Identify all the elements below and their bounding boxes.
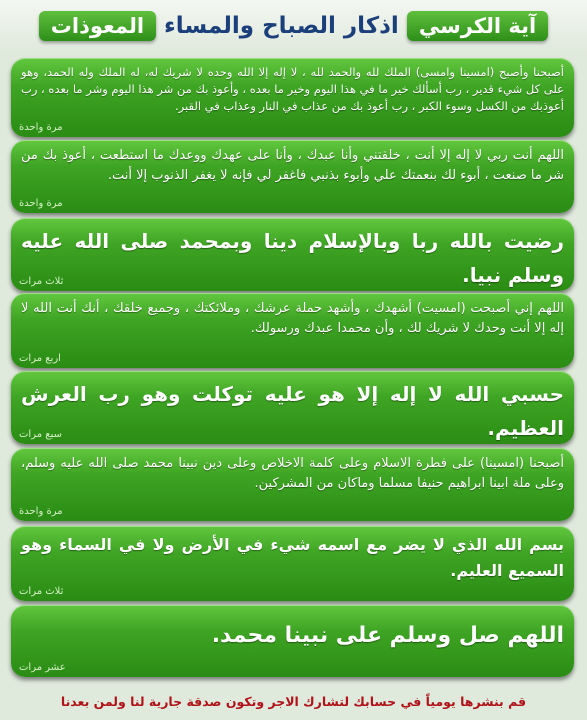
header	[0, 0, 587, 52]
page-title: اذكار الصباح والمساء	[164, 13, 399, 39]
repeat-count: ثلاث مرات	[19, 276, 64, 287]
repeat-count: مرة واحدة	[19, 506, 63, 517]
dhikr-card-7	[11, 526, 574, 601]
dhikr-text: بسم الله الذي لا يضر مع اسمه شيء في الأرض ولا في السماء وهو السميع العليم.	[21, 535, 564, 580]
repeat-count: سبع مرات	[19, 429, 62, 440]
dhikr-card-5	[11, 371, 574, 444]
dhikr-text: أصبحنا وأصبح (امسينا وامسى) الملك لله والحمد لله ، لا إله إلا الله وحده لا شريك له، له الملك وله الحمد، وهو على كل شيء قدير ، رب أسألك خير ما في هذا اليوم وخير ما بعده ، وأعوذ بك من شر هذا اليوم وشر ما بعده ، رب أعوذبك من الكسل وسوء الكبر ، رب أعوذ بك من عذاب في النار وعذاب في القبر.	[21, 65, 564, 113]
tag-al-muawwidhat: المعوذات	[39, 11, 156, 41]
dhikr-card-3	[11, 218, 574, 291]
dhikr-text: حسبي الله لا إله إلا هو عليه توكلت وهو رب العرش العظيم.	[21, 382, 564, 440]
repeat-count: اربع مرات	[19, 353, 61, 364]
dhikr-text: اللهم أنت ربي لا إله إلا أنت ، خلقتني وأنا عبدك ، وأنا على عهدك ووعدك ما استطعت ، أعوذ بك من شر ما صنعت ، أبوء لك بنعمتك علي وأبوء بذنبي فاغفر لي فإنه لا يغفر الذنوب إلا أنت.	[21, 148, 564, 183]
dhikr-text: اللهم إني أصبحت (امسيت) أشهدك ، وأشهد حملة عرشك ، وملائكتك ، وجميع خلقك ، أنك أنت الله لا إله إلا أنت وحدك لا شريك لك ، وأن محمدا عبدك ورسولك.	[21, 301, 564, 336]
repeat-count: عشر مرات	[19, 662, 66, 673]
dhikr-text: أصبحنا (امسينا) على فطرة الاسلام وعلى كلمة الاخلاص وعلى دين نبينا محمد صلى الله عليه وسلم، وعلى ملة ابينا ابراهيم حنيفا مسلما وماكان من المشركين.	[21, 456, 564, 491]
dhikr-card-2	[11, 140, 574, 213]
dhikr-card-1	[11, 58, 574, 137]
dhikr-card-6	[11, 448, 574, 521]
dhikr-text: رضيت بالله ربا وبالإسلام دينا وبمحمد صلى الله عليه وسلم نبيا.	[21, 229, 564, 287]
footer-share-note: قم بنشرها يومياً في حسابك لتشارك الاجر وتكون صدقة جارية لنا ولمن بعدنا	[60, 694, 527, 709]
dhikr-card-8	[11, 605, 574, 677]
tag-ayat-al-kursi: آية الكرسي	[407, 11, 548, 41]
repeat-count: مرة واحدة	[19, 198, 63, 209]
dhikr-text: اللهم صل وسلم على نبينا محمد.	[211, 623, 564, 648]
repeat-count: مرة واحدة	[19, 122, 63, 133]
repeat-count: ثلاث مرات	[19, 586, 64, 597]
dhikr-card-4	[11, 293, 574, 368]
